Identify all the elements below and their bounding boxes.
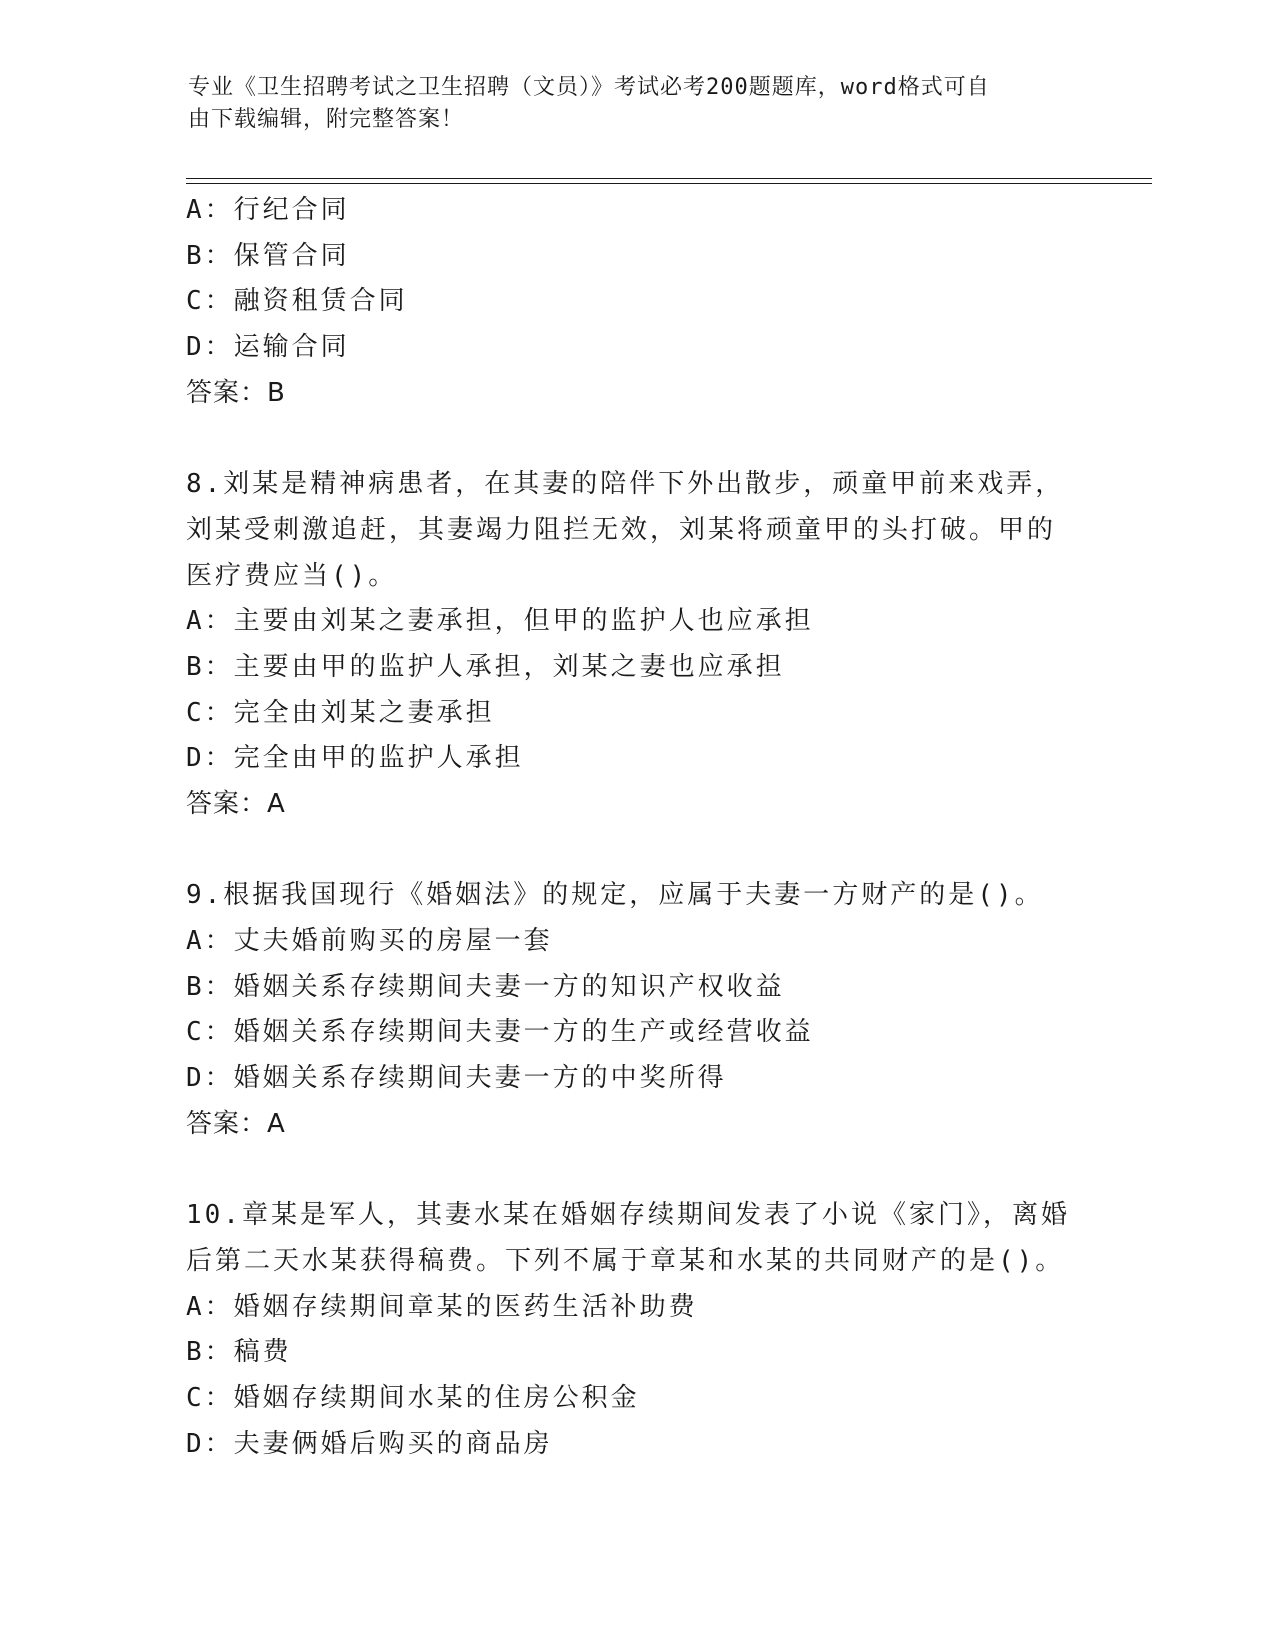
header-divider-top xyxy=(186,178,1152,179)
question-stem-line: 8.刘某是精神病患者，在其妻的陪伴下外出散步，顽童甲前来戏弄， xyxy=(186,469,1065,500)
option-d: D：运输合同 xyxy=(186,332,350,363)
question-10 xyxy=(186,1193,1086,1467)
question-7 xyxy=(186,188,1086,416)
option-b: B：稿费 xyxy=(186,1337,292,1368)
option-d: D：完全由甲的监护人承担 xyxy=(186,743,524,774)
option-a: A：丈夫婚前购买的房屋一套 xyxy=(186,926,553,956)
spacer xyxy=(186,828,1086,874)
question-stem-line: 后第二天水某获得稿费。下列不属于章某和水某的共同财产的是()。 xyxy=(186,1245,1065,1276)
header-line-2: 由下载编辑，附完整答案！ xyxy=(188,107,465,132)
option-a: A：婚姻存续期间章某的医药生活补助费 xyxy=(186,1291,698,1322)
question-stem-line: 10.章某是军人，其妻水某在婚姻存续期间发表了小说《家门》，离婚 xyxy=(186,1200,1070,1231)
question-8 xyxy=(186,462,1086,828)
option-a: A：主要由刘某之妻承担，但甲的监护人也应承担 xyxy=(186,606,814,637)
document-header xyxy=(188,72,1068,136)
option-c: C：婚姻存续期间水某的住房公积金 xyxy=(186,1382,640,1413)
answer: 答案：B xyxy=(186,377,286,408)
option-a: A：行纪合同 xyxy=(186,195,350,225)
option-b: B：婚姻关系存续期间夫妻一方的知识产权收益 xyxy=(186,971,785,1002)
question-stem-line: 9.根据我国现行《婚姻法》的规定，应属于夫妻一方财产的是()。 xyxy=(186,880,1044,911)
header-line-1: 专业《卫生招聘考试之卫生招聘（文员）》考试必考200题题库，word格式可自 xyxy=(188,75,990,100)
option-c: C：融资租赁合同 xyxy=(186,286,408,317)
option-c: C：完全由刘某之妻承担 xyxy=(186,697,495,728)
question-9 xyxy=(186,873,1086,1147)
option-b: B：保管合同 xyxy=(186,240,350,271)
option-d: D：婚姻关系存续期间夫妻一方的中奖所得 xyxy=(186,1063,727,1094)
option-d: D：夫妻俩婚后购买的商品房 xyxy=(186,1428,553,1459)
spacer xyxy=(186,1147,1086,1193)
question-stem-line: 医疗费应当()。 xyxy=(186,560,398,591)
question-stem-line: 刘某受刺激追赶，其妻竭力阻拦无效，刘某将顽童甲的头打破。甲的 xyxy=(186,514,1057,545)
header-divider-bottom xyxy=(186,183,1152,184)
spacer xyxy=(186,416,1086,462)
question-list xyxy=(186,188,1086,1467)
option-c: C：婚姻关系存续期间夫妻一方的生产或经营收益 xyxy=(186,1017,814,1048)
answer: 答案：A xyxy=(186,788,286,819)
answer: 答案：A xyxy=(186,1108,286,1139)
option-b: B：主要由甲的监护人承担，刘某之妻也应承担 xyxy=(186,651,785,682)
